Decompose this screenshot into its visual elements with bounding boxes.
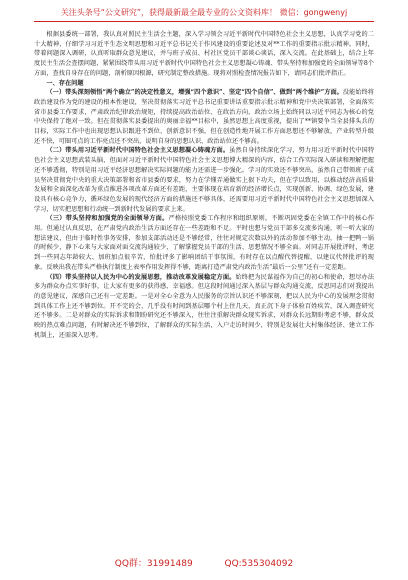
- footer-qq: QQ:535304092: [224, 559, 294, 569]
- item-heading: （一）带头深刻领悟“两个确立”的决定性意义，增强“四个意识”、坚定“四个自信”、做到“两个维护”方面。: [46, 89, 343, 97]
- item-paragraph: [34, 214, 374, 272]
- item-body: 没能始终将政治建设作为党的建设的根本性建设，坚决贯彻落实习近平总书记重要讲话重要指示批示精神和党中央决策部署，全面落实省市县委工作要求，严肃政治纪律政治规矩，持续提高政治站位、在政治方向、政治立场上始终同以习近平同志为核心的党中央保持了绝对一致。但在贯彻落实县委提出的奥丽幸福**目标中，虽然思想上高度重视，提出了**镇要争当全县排头兵的目标，实际工作中也出现思想认识跟进不到位、创新意识不强，但在创造性地开展工作方面思想还不够解放，产业转型升级还不快，可圈可点的工作亮点还不突出，说明自身的思想认识、政治站位还不够高。: [34, 89, 374, 145]
- header-rule: [34, 21, 374, 22]
- footer-qq-group: QQ群：31991489: [114, 559, 193, 569]
- item-body: 严格按照党委工作程序和组织原则，不断巩固党委在全镇工作中的核心作用。但通过认真反思，在严肃党内政治生活方面还存在一些差距和不足。平时也想与党员干部多交流多沟通，听一听大家的想法建议，但由于临时性事务安排，参加支部活动还是不够经常，往往对规定次数以外的活动参加不够主动，抽一把鸭一锅的时候少，静下心来与大家面对面交流沟通较少，了解掌握党员干部的生活、思想情况不够全面。对同志开展批评时，考虑到一些同志年龄较大、加班加点很辛苦，怕批评多了影响团结干事氛围，有时存在以点醒代替提醒、以建议代替批评的现象。反映出我在带头严格执行制度上表率作用发挥得不够，距离打造严肃党内政治生活“最后一公里”还有一定差距。: [34, 215, 374, 271]
- section-title: 一、存在问题: [46, 79, 84, 87]
- page-footer: [0, 552, 408, 576]
- intro-paragraph: 根据县委统一部署，我认真对照民主生活会主题，深入学习领会习近平新时代中国特色社会主义思想，认真学习党的二十大精神，仔细学习习近平生态文明思想和习近平总书记关于作风建设的重要论述及对**工作的重要指示批示精神。同时，带着问题深入调研，认真听取群众意见建议，并与班子成员、村社区党员干部谈心谈话，深入交流。在此基础上，结合上年度民主生活会查摆问题，紧紧围绕带头用习近平新时代中国特色社会主义思想凝心铸魂、带头坚持和加强党的全面领导等8个方面，查找自身存在的问题，剖析原因根源，研究制定整改措施。现将对照检查情况报告如下，请同志们批评指正。: [34, 31, 374, 77]
- item-paragraph: [34, 88, 374, 146]
- item-body: 始终把为民谋福作为自己的初心和使命，想尽办法多为群众办点实事好事，让大家有更多的获得感、幸福感。但这段时间通过深入基层与群众沟通交流，反思同志们对我提出的意见建议，深感自己还有一定差距。一是对全心全意为人民服务的宗旨认识还不够深刻，把以人民为中心的发展理念贯彻到具体工作上还不够到位。开不完的会，几乎没有时间到基层哪个村上住几天，真正沉下身子体验百姓疾苦，深入调查研究还不够多。二是对群众的实际诉求和期盼研究还不够深入，往往注重解决群众现实诉求，对群众长远期盼考虑不够，群众反映的热点难点问题，有时解决还不够到位，了解群众的实际生活，入户走访时间少，特别是发展壮大村集体经济、建立工作机制上，还需深入思考。: [34, 273, 375, 339]
- item-heading: （二）带头用习近平新时代中国特色社会主义思想凝心铸魂方面。: [46, 147, 230, 155]
- page-header: [0, 0, 408, 26]
- item-paragraph: [34, 273, 374, 341]
- item-heading: （三）带头坚持和加强党的全面领导方面。: [46, 215, 169, 223]
- document-body: [34, 30, 374, 341]
- item-paragraph: [34, 146, 374, 214]
- item-heading: （四）带头坚持以人民为中心的发展思想，推动改革发展稳定方面。: [46, 273, 236, 281]
- item-body: 虽然自身持续深化学习，努力用习近平新时代中国特色社会主义思想武装头脑，但面对习近平新时代中国特色社会主义思想博大精深的内容，结合工作实际深入研读和理解把握还不够透彻，特别是用习近平经济思想解决实际问题的能力还需进一步强化。学习的实效还不够突出，虽然自己带领班子成员坚决贯彻党中央的重大决策部署和省市县委的要求，努力在学懂弄通做实上狠下功夫，但在学以致用，以推动经济高质量发展和全面深化改革为重点推进各项改革方面还有差距，主要体现在培育新的经济增长点，实现创新、协调、绿色发展，建设具有核心竞争力，循环绿色发展的现代经济方面的措施还不够具体，还需要用习近平新时代中国特色社会主义思想加深入学习，切实把思想和行动统一到新时代发展的要求上来。: [34, 147, 375, 213]
- header-text: 关注头条号“公文研究”，获得最新最全最专业的公文资料库！ 微信：gongwenyj: [60, 8, 348, 17]
